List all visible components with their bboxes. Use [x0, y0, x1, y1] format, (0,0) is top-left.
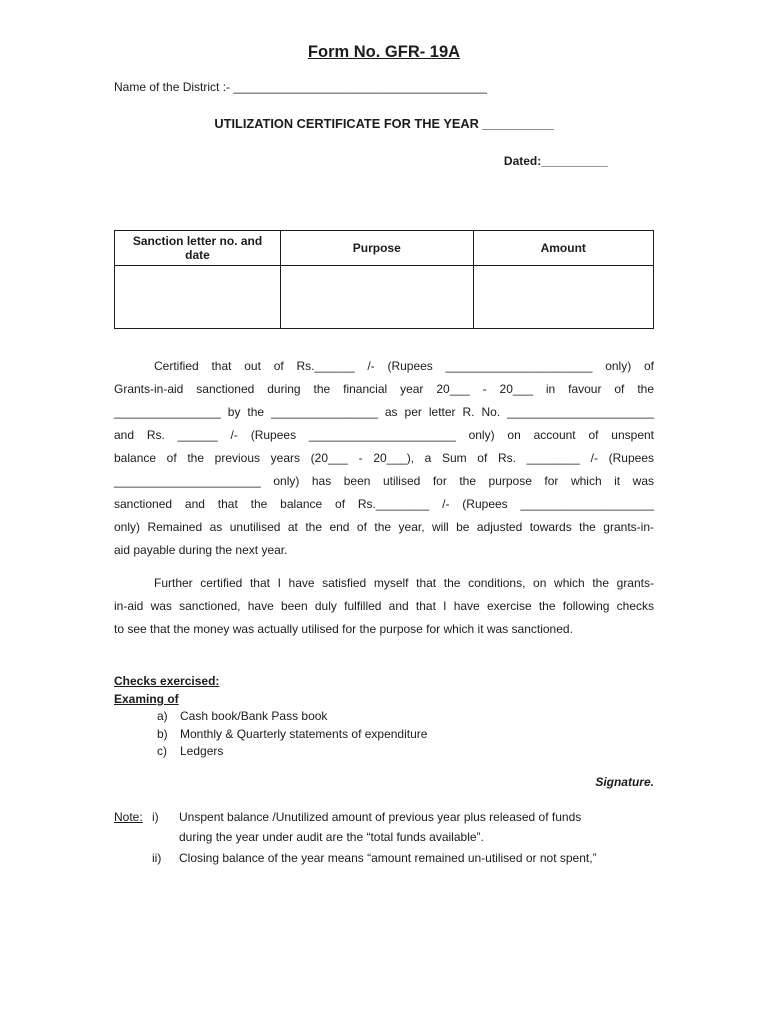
list-item-text: Monthly & Quarterly statements of expenditure: [180, 726, 428, 741]
list-item-text: Cash book/Bank Pass book: [180, 709, 328, 723]
table-header-row: [115, 231, 654, 266]
checks-exercised-section: [114, 672, 654, 761]
dated-line: [114, 153, 654, 169]
note-item-text: [179, 848, 654, 869]
note-label: Note:: [114, 809, 143, 824]
district-label: Name of the District :-: [114, 80, 231, 94]
paragraph-line: aid payable during the next year.: [114, 543, 288, 557]
check-list-item: [114, 708, 654, 726]
cell-amount: [473, 266, 653, 329]
table-row: [115, 266, 654, 329]
district-name-line: [114, 79, 654, 95]
header-sanction-letter: Sanction letter no. and date: [115, 231, 281, 266]
list-item-text: Ledgers: [180, 744, 224, 758]
note-section: [114, 807, 654, 869]
further-certified-paragraph: [114, 572, 654, 641]
cell-sanction-letter: [115, 266, 281, 329]
examing-of-subtitle: Examing of: [114, 692, 179, 706]
paragraph-line: to see that the money was actually utilised for the purpose for which it was sanctioned.: [114, 622, 573, 636]
paragraph-line: Certified that out of Rs.______ /- (Rupees ______________________ only) of: [154, 359, 654, 373]
certified-paragraph: [114, 355, 654, 562]
paragraph-line: only) Remained as unutilised at the end of the year, will be adjusted towards the grants-in-: [114, 520, 654, 534]
form-number-text: Form No. GFR- 19A: [307, 43, 461, 61]
note-line: Unspent balance /Unutilized amount of previous year plus released of funds: [179, 809, 582, 824]
paragraph-line: sanctioned and that the balance of Rs.________ /- (Rupees ____________________: [114, 497, 654, 511]
note-label-spacer: [114, 848, 152, 869]
note-line: Closing balance of the year means “amount remained un-utilised or not spent,”: [179, 850, 597, 865]
header-purpose: Purpose: [280, 231, 473, 266]
dated-blank-line: __________: [541, 154, 608, 168]
paragraph-line: ________________ by the ________________ as per letter R. No. ______________________: [114, 405, 654, 419]
list-marker: c): [157, 744, 167, 758]
certificate-heading: UTILIZATION CERTIFICATE FOR THE YEAR __________: [214, 116, 554, 131]
paragraph-line: ______________________ only) has been utilised for the purpose for which it was: [114, 474, 654, 488]
paragraph-line: and Rs. ______ /- (Rupees ______________________ only) on account of unspent: [114, 428, 654, 442]
district-blank-line: ______________________________________: [233, 80, 487, 94]
note-item-text: [179, 807, 654, 848]
check-list-item: [114, 743, 654, 761]
checks-exercised-title: Checks exercised:: [114, 674, 220, 688]
paragraph-line: Grants-in-aid sanctioned during the financial year 20___ - 20___ in favour of the: [114, 382, 654, 396]
list-marker: a): [157, 709, 168, 723]
note-line: during the year under audit are the “total funds available”.: [179, 830, 484, 844]
paragraph-line: balance of the previous years (20___ - 20___), a Sum of Rs. ________ /- (Rupees: [114, 451, 654, 465]
form-number-title: [114, 42, 654, 62]
list-marker: i): [152, 809, 159, 824]
check-list-item: [114, 726, 654, 744]
paragraph-line: in-aid was sanctioned, have been duly fulfilled and that I have exercise the following checks: [114, 599, 654, 613]
cell-purpose: [280, 266, 473, 329]
list-marker: b): [157, 726, 168, 741]
sanction-table: [114, 230, 654, 329]
list-marker: ii): [152, 850, 162, 865]
header-amount: Amount: [473, 231, 653, 266]
paragraph-line: Further certified that I have satisfied myself that the conditions, on which the grants-: [154, 576, 654, 590]
dated-label: Dated:: [503, 154, 542, 168]
signature-label: Signature.: [595, 774, 654, 789]
